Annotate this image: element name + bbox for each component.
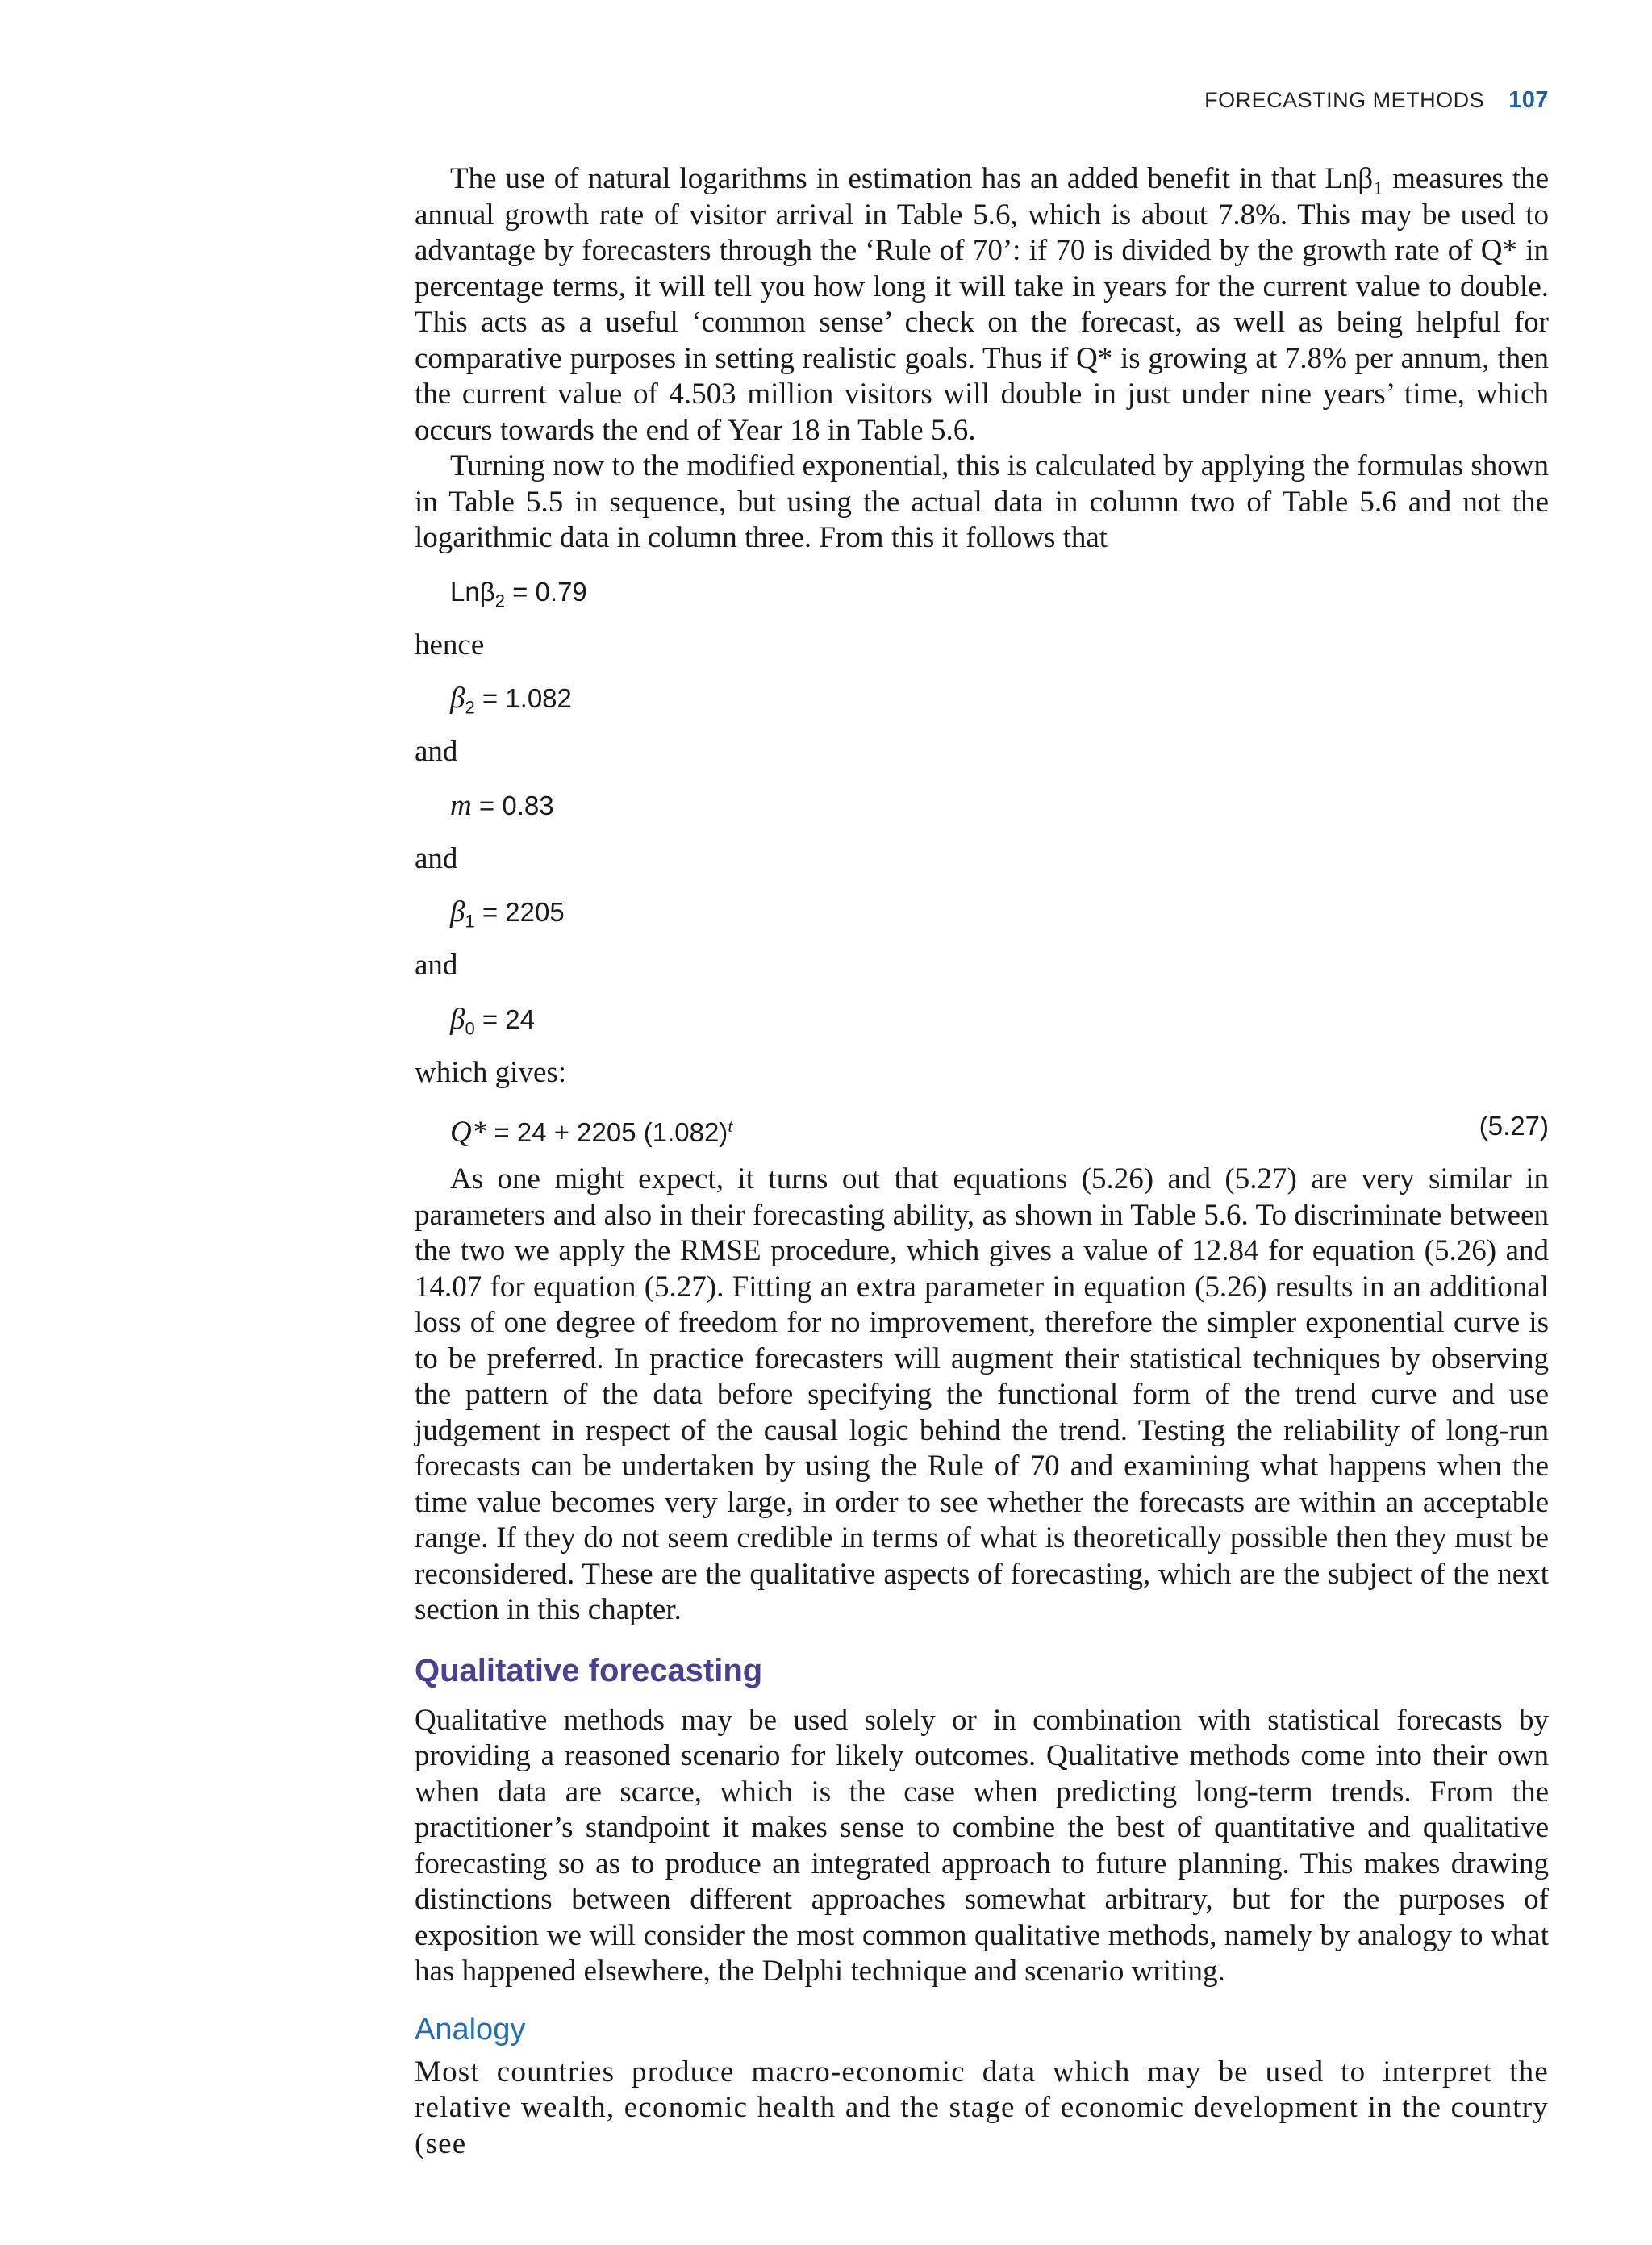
equation-beta0 [415, 984, 1549, 1055]
connector-text: and [415, 735, 458, 768]
equation-lhs: Q* [450, 1116, 487, 1149]
section-heading: Qualitative forecasting [415, 1652, 763, 1688]
equation-number: (5.27) [1479, 1111, 1549, 1141]
equation-lhs: Lnβ [450, 576, 495, 607]
equation-lhs: β [450, 895, 465, 928]
page-number: 107 [1508, 87, 1549, 113]
equation-rhs: = 2205 [482, 897, 565, 927]
equation-rhs: = 24 [482, 1004, 536, 1034]
connector-text: hence [415, 628, 485, 661]
paragraph-modified-exponential: Turning now to the modified exponential, this is calculated by applying the formulas shown in Table 5.5 in sequence, but using the actual data in column two of Table 5.6 and not the logarithmic data in column three. From this it follows that [415, 449, 1549, 554]
equation-m [415, 770, 1549, 841]
equation-rhs: = 24 + 2205 (1.082) [494, 1117, 728, 1147]
equation-beta1 [415, 877, 1549, 948]
connector-text: which gives: [415, 1055, 567, 1089]
paragraph-rule-of-70: The use of natural logarithms in estimation has an added benefit in that Lnβ₁ measures the annual growth rate of visitor arrival in Table 5.6, which is about 7.8%. This may be used to advantage by forecasters through the ‘Rule of 70’: if 70 is divided by the growth rate of Q* in percentage terms, it will tell you how long it will take in years for the current value to double. This acts as a useful ‘common sense’ check on the forecast, as well as being helpful for comparative purposes in setting realistic goals. Thus if Q* is growing at 7.8% per annum, then the current value of 4.503 million visitors will double in just under nine years’ time, which occurs towards the end of Year 18 in Table 5.6. [415, 162, 1549, 447]
equation-5-27 [415, 1091, 1549, 1162]
equation-beta2 [415, 663, 1549, 734]
equation-lhs: m [450, 788, 472, 822]
paragraph-analogy: Most countries produce macro-economic data which may be used to interpret the relative wealth, economic health and the stage of economic development in the country (see [415, 2055, 1549, 2160]
paragraph-qualitative-methods: Qualitative methods may be used solely or in combination with statistical forecasts by providing a reasoned scenario for likely outcomes. Qualitative methods come into their own when data are scarce, which is the case when predicting long-term trends. From the practitioner’s standpoint it makes sense to combine the best of quantitative and qualitative forecasting so as to produce an integrated approach to future planning. This makes drawing distinctions between different approaches somewhat arbitrary, but for the purposes of exposition we will consider the most common qualitative methods, namely by analogy to what has happened elsewhere, the Delphi technique and scenario writing. [415, 1703, 1549, 1988]
equation-subscript: 1 [465, 911, 475, 932]
subsection-heading: Analogy [415, 2012, 526, 2047]
equation-lhs: β [450, 682, 465, 715]
running-head [1204, 87, 1549, 114]
equation-subscript: 0 [465, 1018, 475, 1039]
paragraph-rmse-comparison: As one might expect, it turns out that equations (5.26) and (5.27) are very similar in parameters and also in their forecasting ability, as shown in Table 5.6. To discriminate between the two we apply the RMSE procedure, which gives a value of 12.84 for equation (5.26) and 14.07 for equation (5.27). Fitting an extra parameter in equation (5.26) results in an additional loss of one degree of freedom for no improvement, therefore the simpler exponential curve is to be preferred. In practice forecasters will augment their statistical techniques by observing the pattern of the data before specifying the functional form of the trend curve and use judgement in respect of the causal logic behind the trend. Testing the reliability of long-run forecasts can be undertaken by using the Rule of 70 and examining what happens when the time value becomes very large, in order to see whether the forecasts are within an acceptable range. If they do not seem credible in terms of what is theoretically possible then they must be reconsidered. These are the qualitative aspects of forecasting, which are the subject of the next section in this chapter. [415, 1162, 1549, 1626]
equation-rhs: = 0.83 [478, 790, 554, 820]
equation-rhs: = 1.082 [482, 683, 572, 713]
equation-ln-beta2 [415, 557, 1549, 628]
equation-subscript: 2 [494, 590, 505, 611]
page-body [415, 161, 1549, 2162]
connector-text: and [415, 949, 458, 982]
equation-superscript: t [728, 1116, 733, 1136]
equation-lhs: β [450, 1002, 465, 1036]
connector-text: and [415, 841, 458, 875]
running-title: FORECASTING METHODS [1204, 88, 1485, 112]
equation-rhs: = 0.79 [512, 576, 587, 607]
equation-subscript: 2 [465, 697, 475, 718]
